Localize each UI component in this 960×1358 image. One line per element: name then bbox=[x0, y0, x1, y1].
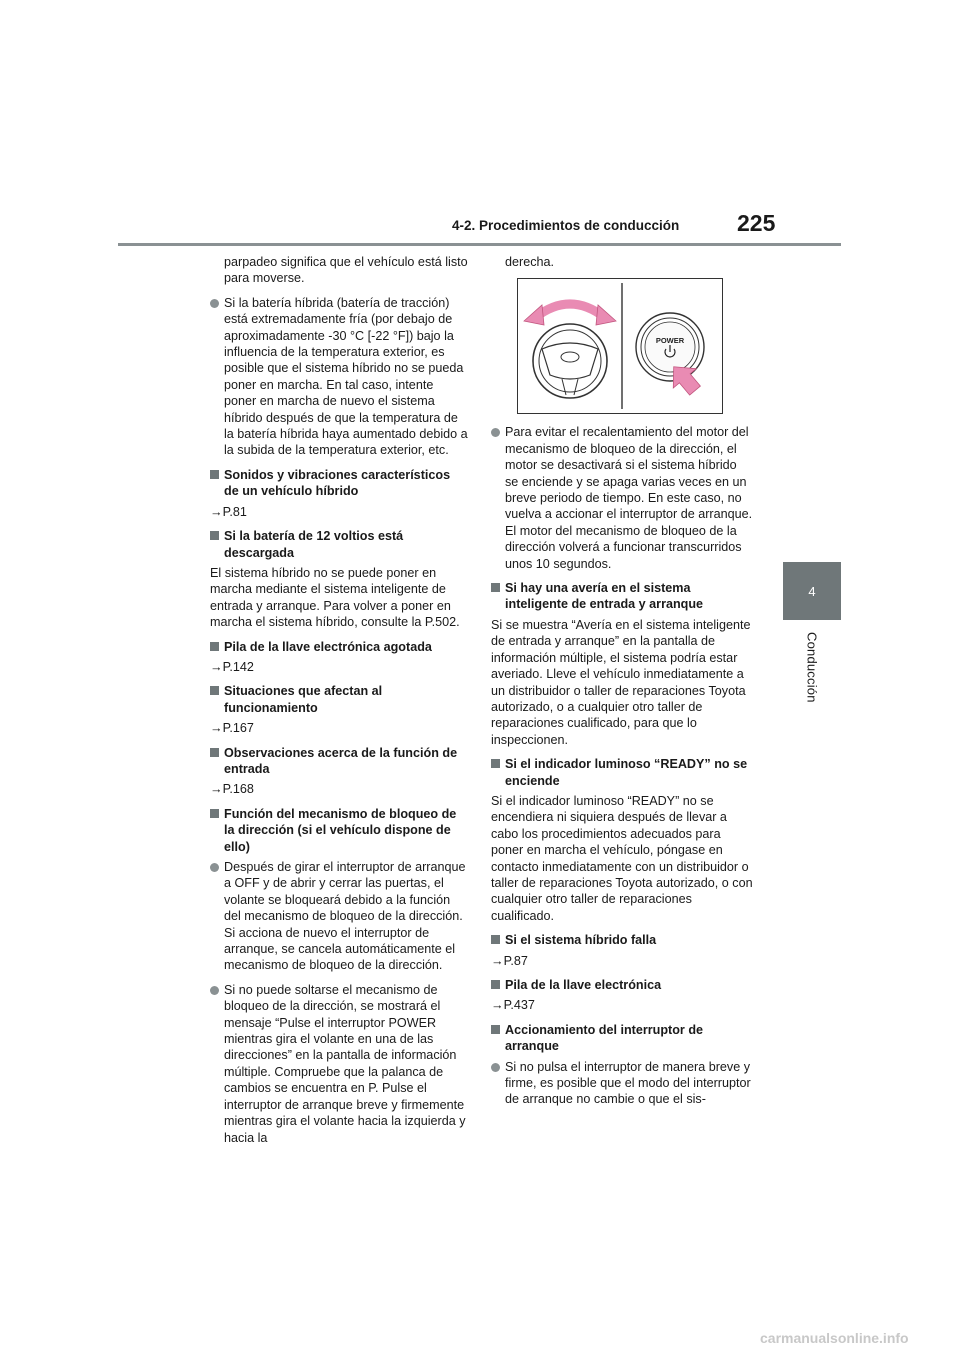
bullet-item: Para evitar el recalentamiento del motor del mecanismo de bloqueo de la dirección, el motor se desactivará si el sistema híbrido se enciende y se apaga varias veces en un breve periodo de tiempo. En este caso, no vuelva a accionar el interruptor de arranque. El motor del mecanismo de bloqueo de la dirección volverá a funcionar transcurridos unos 10 segundos. bbox=[491, 424, 753, 572]
page-reference[interactable] bbox=[210, 720, 468, 736]
section-heading: Función del mecanismo de bloqueo de la dirección (si el vehículo dispone de ello) bbox=[210, 806, 468, 855]
section-title: 4-2. Procedimientos de conducción bbox=[452, 218, 680, 233]
section-heading: Si hay una avería en el sistema inteligente de entrada y arranque bbox=[491, 580, 753, 613]
steering-wheel-icon bbox=[533, 324, 607, 398]
reference-text: P.167 bbox=[222, 721, 254, 736]
chapter-tab[interactable] bbox=[783, 562, 841, 620]
bullet-item: Si la batería híbrida (batería de tracción) está extremadamente fría (por debajo de aproximadamente -30 °C [-22 °F]) bajo la influencia de la temperatura exterior, es posible que el sistema híbrido no se pueda poner en marcha. En tal caso, intente poner en marcha de nuevo el sistema híbrido después de que la temperatura de la batería híbrida haya aumentado debido a la subida de la temperatura exterior, etc. bbox=[210, 295, 468, 459]
chapter-number: 4 bbox=[808, 583, 816, 599]
paragraph: parpadeo significa que el vehículo está listo para moverse. bbox=[224, 255, 468, 286]
page-number: 225 bbox=[737, 210, 776, 236]
right-column bbox=[491, 254, 753, 1116]
section-heading: Pila de la llave electrónica bbox=[491, 977, 753, 993]
chapter-label bbox=[782, 632, 842, 712]
page-reference[interactable] bbox=[210, 659, 468, 675]
chapter-label-text: Conducción bbox=[804, 632, 820, 703]
page-reference[interactable] bbox=[491, 953, 753, 969]
section-heading: Si el indicador luminoso “READY” no se enciende bbox=[491, 756, 753, 789]
left-column bbox=[210, 254, 468, 1154]
paragraph: Si se muestra “Avería en el sistema inteligente de entrada y arranque” en la pantalla de información múltiple, el sistema podría estar averiado. Lleve el vehículo inmediatamente a un distribuidor o taller de reparaciones Toyota autorizado, o a cualquier otro taller de reparaciones cualificado, para que lo inspeccionen. bbox=[491, 617, 751, 747]
header-rule bbox=[118, 243, 841, 246]
arrow-icon: → bbox=[210, 504, 223, 519]
reference-text: P.168 bbox=[222, 782, 254, 797]
reference-text: P.81 bbox=[222, 504, 247, 519]
arrow-icon: → bbox=[210, 659, 223, 674]
section-heading: Observaciones acerca de la función de entrada bbox=[210, 745, 468, 778]
steering-power-figure bbox=[517, 278, 723, 414]
reference-text: P.142 bbox=[222, 659, 254, 674]
section-heading: Situaciones que afectan al funcionamiento bbox=[210, 683, 468, 716]
power-label: POWER bbox=[655, 336, 685, 346]
arrow-icon: → bbox=[210, 782, 223, 797]
arrow-icon: → bbox=[210, 721, 223, 736]
arrow-icon: → bbox=[491, 998, 504, 1013]
bullet-item: Si no puede soltarse el mecanismo de bloqueo de la dirección, se mostrará el mensaje “Pulse el interruptor POWER mientras gira el volante en una de las direcciones” en la pantalla de información múltiple. Compruebe que la palanca de cambios se encuentra en P. Pulse el interruptor de arranque breve y firmemente mientras gira el volante hacia la izquierda y hacia la bbox=[210, 982, 468, 1146]
paragraph: Si el indicador luminoso “READY” no se encendiera ni siquiera después de llevar a cabo los procedimientos adecuados para poner en marcha el vehículo, póngase en contacto inmediatamente con un distribuidor o taller de reparaciones Toyota autorizado, o con cualquier otro taller de reparaciones cualificado. bbox=[491, 793, 753, 923]
page-reference[interactable] bbox=[210, 781, 468, 797]
page-reference[interactable] bbox=[210, 504, 468, 520]
section-heading: Si el sistema híbrido falla bbox=[491, 932, 753, 948]
paragraph: El sistema híbrido no se puede poner en marcha mediante el sistema inteligente de entrada y arranque. Para volver a poner en marcha el sistema híbrido, consulte la P.502. bbox=[210, 565, 460, 630]
watermark: carmanualsonline.info bbox=[760, 1330, 909, 1346]
bullet-item: Si no pulsa el interruptor de manera breve y firme, es posible que el modo del interruptor de arranque no cambie o que el sis- bbox=[491, 1059, 753, 1108]
section-heading: Accionamiento del interruptor de arranque bbox=[491, 1022, 753, 1055]
rotation-arrow-icon bbox=[524, 304, 616, 325]
paragraph: derecha. bbox=[505, 255, 555, 269]
arrow-icon: → bbox=[491, 953, 504, 968]
steering-power-illustration bbox=[518, 279, 722, 413]
bullet-item: Después de girar el interruptor de arranque a OFF y de abrir y cerrar las puertas, el volante se bloqueará debido a la función del mecanismo de bloqueo de la dirección. Si acciona de nuevo el interruptor de arranque, se cancela automáticamente el mecanismo de bloqueo de la dirección. bbox=[210, 859, 468, 974]
reference-text: P.437 bbox=[503, 998, 535, 1013]
section-heading: Sonidos y vibraciones característicos de un vehículo híbrido bbox=[210, 467, 468, 500]
page-reference[interactable] bbox=[491, 997, 753, 1013]
section-heading: Pila de la llave electrónica agotada bbox=[210, 639, 468, 655]
reference-text: P.87 bbox=[503, 953, 528, 968]
section-heading: Si la batería de 12 voltios está descargada bbox=[210, 528, 468, 561]
